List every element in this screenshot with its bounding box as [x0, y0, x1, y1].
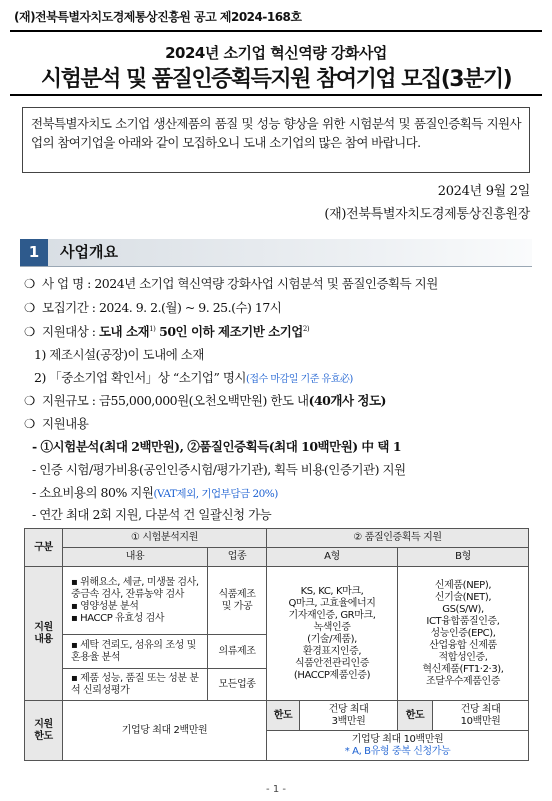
intro-box: 전북특별자치도 소기업 생산제품의 품질 및 성능 향상을 위한 시험분석 및 품질인증획득 지원사업의 참여기업을 아래와 같이 모집하오니 도내 소기업의 많은 참여 바랍니다.: [22, 107, 530, 173]
section-title: 사업개요: [60, 243, 118, 261]
header-rule-top: [10, 30, 542, 32]
detail-2: - 인증 시험/평가비용(공인인증시험/평가기관), 획득 비용(인증기관) 지원: [32, 462, 406, 477]
bullet-period: ❍ 모집기간 : 2024. 9. 2.(월) ~ 9. 25.(수) 17시: [24, 300, 282, 315]
header-gubun: 구분: [25, 529, 63, 567]
header-cert-support: ② 품질인증획득 지원: [267, 529, 529, 548]
limit-test: 기업당 최대 2백만원: [63, 701, 267, 761]
detail-3: - 소요비용의 80% 지원(VAT제외, 기업부담금 20%): [32, 485, 278, 500]
test-item-textile: ▪ 세탁 견뢰도, 섬유의 조성 및 혼용율 분석: [63, 635, 208, 669]
cert-type-a-list: KS, KC, K마크, Q마크, 고효율에너지 기자재인증, GR마크, 녹색인증 (기술/제품), 환경표지인증, 식품안전관리인증 (HACCP제품인증): [267, 567, 398, 701]
row-support-limit: 지원 한도: [25, 701, 63, 761]
bullet-target: ❍ 지원대상 : 도내 소재$^{1)}$ 50인 이하 제조기반 소기업$^{2)}$: [24, 324, 310, 339]
subheader-type-b: B형: [398, 548, 529, 567]
page-title: 시험분석 및 품질인증획득지원 참여기업 모집(3분기): [40, 67, 512, 92]
section-rule: [20, 266, 532, 267]
detail-4: - 연간 최대 2회 지원, 다분석 건 일괄신청 가능: [32, 507, 272, 522]
cert-type-b-list: 신제품(NEP), 신기술(NET), GS(S/W), ICT융합품질인증, 성능인증(EPC), 산업융합 신제품 적합성인증, 혁신제품(FT1·2·3), 조달우수제품인증: [398, 567, 529, 701]
row-support-content: 지원 내용: [25, 567, 63, 701]
detail-1: - ①시험분석(최대 2백만원), ②품질인증획득(최대 10백만원) 中 택 1: [32, 439, 402, 454]
limit-label-a: 한도: [267, 701, 300, 731]
industry-textile: 의류제조: [208, 635, 267, 669]
limit-label-b: 한도: [398, 701, 433, 731]
subheader-type-a: A형: [267, 548, 398, 567]
test-item-product: ▪ 제품 성능, 품질 또는 성분 분석 신뢰성평가: [63, 669, 208, 701]
note-2: 2) 「중소기업 확인서」상 “소기업” 명시(접수 마감일 기준 유효必): [34, 370, 353, 385]
limit-type-b: 건당 최대 10백만원: [433, 701, 529, 731]
note-1: 1) 제조시설(공장)이 도내에 소재: [34, 347, 204, 362]
bullet-content: ❍ 지원내용: [24, 416, 89, 431]
bullet-project-name: ❍ 사 업 명 : 2024년 소기업 혁신역량 강화사업 시험분석 및 품질인증획득 지원: [24, 276, 438, 291]
limit-total: 기업당 최대 10백만원 * A, B유형 중복 신청가능: [267, 731, 529, 761]
subheader-industry: 업종: [208, 548, 267, 567]
limit-note: * A, B유형 중복 신청가능: [344, 745, 451, 757]
limit-type-a: 건당 최대 3백만원: [300, 701, 398, 731]
header-test-support: ① 시험분석지원: [63, 529, 267, 548]
subheader-content: 내용: [63, 548, 208, 567]
header-rule-bottom: [10, 94, 542, 96]
test-items-food: ▪ 위해요소, 세균, 미생물 검사, 중금속 검사, 잔류농약 검사 ▪ 영양성분 분석 ▪ HACCP 유효성 검사: [63, 567, 208, 635]
page-number: - 1 -: [266, 784, 286, 795]
issuing-organization: (재)전북특별자치도경제통상진흥원장: [324, 207, 530, 222]
section-number: 1: [20, 239, 48, 266]
support-table: [24, 528, 529, 761]
industry-food: 식품제조 및 가공: [208, 567, 267, 635]
industry-all: 모든업종: [208, 669, 267, 701]
notice-date: 2024년 9월 2일: [437, 184, 530, 199]
bullet-scale: ❍ 지원규모 : 금55,000,000원(오천오백만원) 한도 내(40개사 정도): [24, 393, 386, 408]
notice-number: (재)전북특별자치도경제통상진흥원 공고 제2024-168호: [14, 10, 302, 24]
page-subtitle: 2024년 소기업 혁신역량 강화사업: [165, 44, 387, 62]
